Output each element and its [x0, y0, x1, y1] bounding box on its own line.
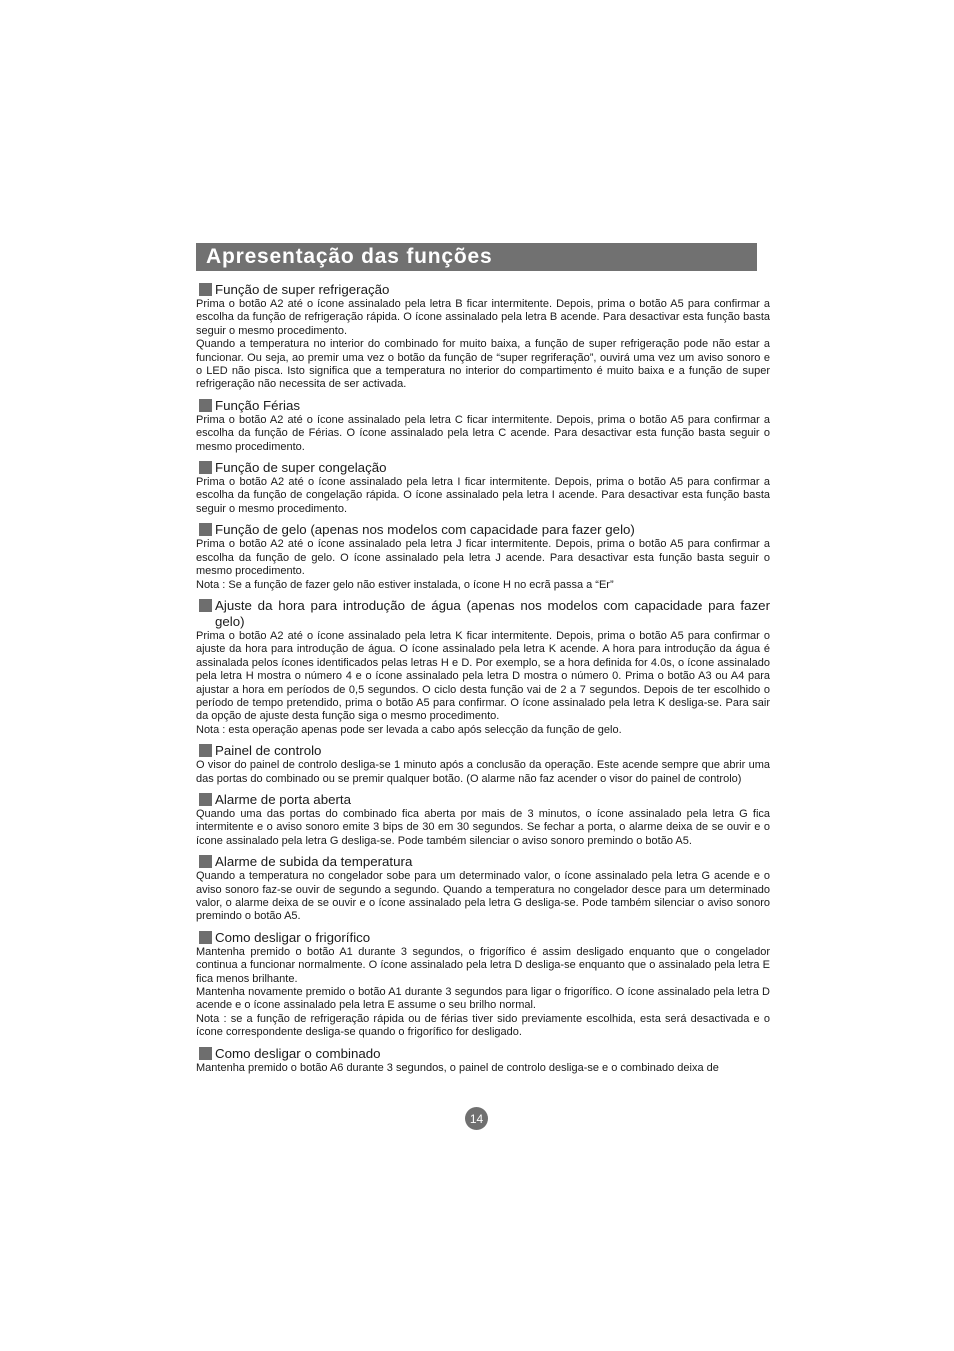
section-heading: Alarme de subida da temperatura — [196, 854, 770, 870]
paragraph: Prima o botão A2 até o ícone assinalado pela letra I ficar intermitente. Depois, prima o botão A5 para confirmar a escolha da função de congelação rápida. O ícone assinalado pela letra I acende. Para desactivar esta função basta seguir o mesmo procedimento. — [196, 476, 770, 515]
paragraph: Quando a temperatura no congelador sobe para um determinado valor, o ícone assinalado pela letra G acende e o aviso sonoro faz-se ouvir de segundo a segundo. Quando a temperatura no congelador desce para um determinado valor, o alarme deixa de se ouvir e o ícone assinalado pela letra G desliga-se. Pode também silenciar o aviso sonoro premindo o botão A5. — [196, 870, 770, 923]
square-bullet-icon — [199, 1047, 212, 1060]
section-desligar-combinado — [196, 1046, 770, 1075]
paragraph: Prima o botão A2 até o ícone assinalado pela letra J ficar intermitente. Depois, prima o botão A5 para confirmar a escolha da função de gelo. O ícone assinalado pela letra J acende. Para desactivar esta função basta seguir o mesmo procedimento. — [196, 538, 770, 578]
square-bullet-icon — [199, 599, 212, 612]
square-bullet-icon — [199, 931, 212, 944]
paragraph: Prima o botão A2 até o ícone assinalado pela letra K ficar intermitente. Depois, prima o botão A5 para confirmar o ajuste da hora para introdução de água. O ícone assinalado pela letra K acende. A hora para introdução da água é assinalada pelos ícones identificados pelas letras H e D. Por exemplo, se a hora definida for 4.0s, o ícone assinalado pela letra H mostra o número 4 e o ícone assinalado pela letra D mostra o número 0. Prima o botão A3 ou A4 para ajustar a hora em períodos de 0,5 segundos. O ciclo desta função vai de 2 a 7 segundos. Depois de ter escolhido o período de tempo pretendido, prima o botão A5 para confirmar. O ícone assinalado pela letra K desliga-se. Para sair da opção de ajuste desta função siga o mesmo procedimento. — [196, 629, 770, 723]
section-alarme-temperatura — [196, 854, 770, 924]
section-alarme-porta — [196, 792, 770, 848]
paragraph: O visor do painel de controlo desliga-se 1 minuto após a conclusão da operação. Este acende sempre que abrir uma das portas do combinado ou se premir qualquer botão. (O alarme não faz acender o visor do painel de controlo) — [196, 759, 770, 785]
section-heading: Como desligar o combinado — [196, 1046, 770, 1062]
paragraph: Mantenha premido o botão A1 durante 3 segundos, o frigorífico é assim desligado enquanto que o congelador continua a funcionar normalmente. O ícone assinalado pela letra D desliga-se enquanto que o assinalado pela letra E fica menos brilhante. — [196, 945, 770, 985]
square-bullet-icon — [199, 855, 212, 868]
note: Nota : esta operação apenas pode ser levada a cabo após selecção da função de gelo. — [196, 723, 622, 736]
section-desligar-frigorifico — [196, 930, 770, 1040]
section-super-congelacao — [196, 460, 770, 516]
section-heading: Função de super congelação — [196, 460, 770, 476]
paragraph: Mantenha novamente premido o botão A1 durante 3 segundos para ligar o frigorífico. O ícone assinalado pela letra D acende e o ícone assinalado pela letra E assume o seu brilho normal. — [196, 986, 770, 1012]
paragraph: Quando uma das portas do combinado fica aberta por mais de 3 minutos, o ícone assinalado pela letra G fica intermitente e o aviso sonoro emite 3 bips de 30 em 30 segundos. Se fechar a porta, o alarme deixa de se ouvir e o ícone assinalado pela letra G desliga-se. Pode também silenciar o aviso sonoro premindo o botão A5. — [196, 807, 770, 847]
paragraph: Prima o botão A2 até o ícone assinalado pela letra B ficar intermitente. Depois, prima o botão A5 para confirmar a escolha da função de refrigeração rápida. O ícone assinalado pela letra B acende. Para desactivar esta função basta seguir o mesmo procedimento. — [196, 298, 770, 337]
section-heading: Função de gelo (apenas nos modelos com capacidade para fazer gelo) — [196, 522, 770, 538]
section-ferias — [196, 398, 770, 454]
square-bullet-icon — [199, 523, 212, 536]
section-painel-controlo — [196, 743, 770, 786]
section-gelo — [196, 522, 770, 592]
section-heading: Função Férias — [196, 398, 770, 414]
square-bullet-icon — [199, 283, 212, 296]
section-super-refrigeracao — [196, 282, 770, 392]
section-heading: Painel de controlo — [196, 743, 770, 759]
square-bullet-icon — [199, 461, 212, 474]
section-ajuste-hora-agua — [196, 598, 770, 737]
section-heading: Função de super refrigeração — [196, 282, 770, 298]
page-content — [196, 243, 770, 1075]
square-bullet-icon — [199, 793, 212, 806]
section-heading: Alarme de porta aberta — [196, 792, 770, 808]
square-bullet-icon — [199, 399, 212, 412]
paragraph: Quando a temperatura no interior do combinado for muito baixa, a função de super refrigeração pode não estar a funcionar. Ou seja, ao premir uma vez o botão da função de “super regriferação”, ouvirá uma vez um aviso sonoro e o LED não pisca. Isto significa que a temperatura no interior do compartimento é muito baixa e a função de super refrigeração não necessita de ser activada. — [196, 338, 770, 391]
paragraph: Prima o botão A2 até o ícone assinalado pela letra C ficar intermitente. Depois, prima o botão A5 para confirmar a escolha da função de Férias. O ícone assinalado pela letra C acende. Para desactivar esta função basta seguir o mesmo procedimento. — [196, 413, 770, 453]
square-bullet-icon — [199, 744, 212, 757]
note: Nota : Se a função de fazer gelo não estiver instalada, o ícone H no ecrã passa a “Er” — [196, 578, 614, 591]
page-title: Apresentação das funções — [206, 245, 493, 268]
section-heading: Como desligar o frigorífico — [196, 930, 770, 946]
paragraph: Mantenha premido o botão A6 durante 3 segundos, o painel de controlo desliga-se e o combinado deixa de — [196, 1061, 719, 1074]
note: Nota : se a função de refrigeração rápida ou de férias tiver sido previamente escolhida, esta será desactivada e o ícone correspondente desliga-se quando o frigorífico for desligado. — [196, 1012, 770, 1039]
section-heading: Ajuste da hora para introdução de água (apenas nos modelos com capacidade para fazer gelo) — [196, 598, 770, 630]
page-number: 14 — [465, 1107, 488, 1130]
title-bar — [196, 243, 757, 271]
